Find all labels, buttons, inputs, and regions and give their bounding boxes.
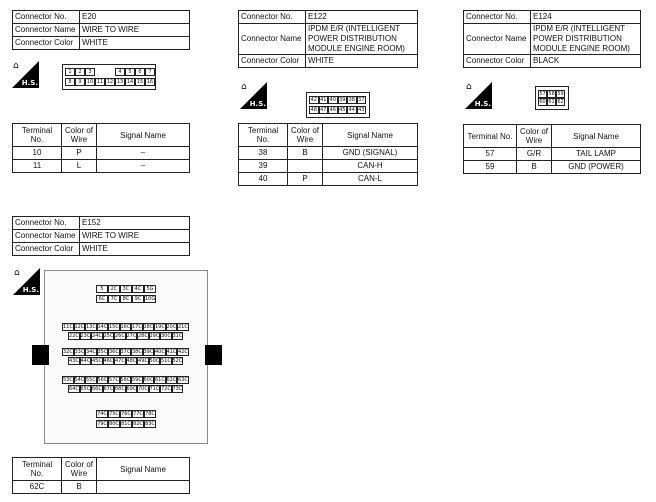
e20-terminal-table	[12, 123, 190, 173]
terminal-cavity: 73C	[172, 386, 183, 392]
e152-connector-name: WIRE TO WIRE	[80, 230, 190, 243]
wire-color-header: Color of Wire	[288, 124, 323, 147]
table-row: 59 B GND (POWER)	[464, 161, 641, 174]
terminal-cavity: 43C	[69, 358, 79, 364]
terminal-no-header: Terminal No.	[13, 458, 62, 481]
terminal-cavity: 48	[310, 107, 317, 113]
terminal-cavity: 11	[96, 79, 104, 85]
terminal-cavity: 12	[106, 79, 114, 85]
signal-name-header: Signal Name	[323, 124, 418, 147]
e20-connector-color: WHITE	[80, 37, 190, 50]
terminal-cavity: 26C	[115, 333, 125, 339]
terminal-no-header: Terminal No.	[13, 124, 62, 147]
terminal-cavity: 83C	[145, 421, 155, 427]
terminal-cavity: 47C	[115, 358, 125, 364]
terminal-no-header: Terminal No.	[239, 124, 288, 147]
terminal-cavity: 60C	[143, 377, 154, 383]
e122-connector-face	[306, 92, 370, 118]
terminal-cavity: 62C	[166, 377, 177, 383]
e152-connector-info	[12, 216, 190, 256]
table-row: 11 L –	[13, 160, 190, 173]
e124-terminal-table	[463, 124, 641, 174]
e124-connector-info	[463, 10, 641, 68]
terminal-cavity: 1	[65, 68, 75, 76]
terminal-cavity: 7	[145, 68, 155, 76]
terminal-cavity: 59	[557, 91, 564, 97]
terminal-cavity: 41	[320, 97, 327, 103]
terminal-cavity: 12C	[74, 324, 85, 330]
terminal-cavity: 6C	[96, 295, 108, 303]
terminal-cavity: 38	[348, 97, 355, 103]
terminal-cavity: 71C	[149, 386, 160, 392]
terminal-cavity: 61C	[155, 377, 165, 383]
terminal-cavity: 47	[320, 107, 327, 113]
terminal-cavity: 37	[358, 97, 365, 103]
connector-color-label: Connector Color	[239, 55, 306, 68]
terminal-cavity: 3C	[120, 285, 132, 293]
terminal-cavity: 50C	[149, 358, 160, 364]
e152-connector-face	[52, 275, 198, 437]
e124-connector-name: IPDM E/R (INTELLIGENT POWER DISTRIBUTION MODULE ENGINE ROOM)	[531, 24, 641, 55]
e20-connector-face	[62, 64, 156, 90]
terminal-cavity: 25C	[103, 333, 114, 339]
terminal-cavity: 7C	[108, 295, 120, 303]
terminal-cavity: 58C	[120, 377, 131, 383]
connector-no-label: Connector No.	[464, 11, 531, 24]
signal-name-header: Signal Name	[97, 124, 190, 147]
signal-name-header: Signal Name	[552, 125, 641, 148]
terminal-cavity: 16	[146, 79, 154, 85]
terminal-cavity: 42C	[178, 349, 188, 355]
terminal-cavity: 45C	[92, 358, 102, 364]
connector-color-label: Connector Color	[13, 37, 80, 50]
terminal-cavity: 29C	[149, 333, 160, 339]
terminal-cavity: 80C	[109, 421, 119, 427]
hs-icon: ⌂ H.S.	[14, 268, 39, 294]
terminal-cavity: 42	[310, 97, 317, 103]
terminal-cavity: 14C	[97, 324, 108, 330]
terminal-cavity: 5	[125, 68, 135, 76]
terminal-cavity: 69C	[126, 386, 137, 392]
terminal-no-header: Terminal No.	[464, 125, 517, 148]
terminal-cavity: 79C	[97, 421, 107, 427]
connector-color-label: Connector Color	[464, 55, 531, 68]
connector-no-label: Connector No.	[13, 217, 80, 230]
terminal-cavity: 10G	[145, 296, 156, 302]
e124-connector-no: E124	[531, 11, 641, 24]
terminal-cavity: 55C	[86, 377, 96, 383]
connector-name-label: Connector Name	[464, 24, 531, 55]
table-row: 57 G/R TAIL LAMP	[464, 148, 641, 161]
terminal-cavity: 23C	[80, 333, 91, 339]
terminal-cavity: 78C	[145, 411, 155, 417]
terminal-cavity: 46C	[103, 358, 114, 364]
terminal-cavity: 64C	[69, 386, 79, 392]
terminal-cavity: 66C	[92, 386, 102, 392]
terminal-cavity: 57	[539, 91, 546, 97]
terminal-cavity: 75C	[109, 411, 119, 417]
terminal-cavity: 76C	[121, 411, 131, 417]
terminal-cavity: 5G	[144, 285, 156, 293]
terminal-cavity: 37C	[120, 349, 131, 355]
terminal-cavity: 15	[136, 79, 144, 85]
e152-lock-tab-left	[32, 345, 49, 365]
terminal-cavity: 9	[75, 78, 85, 86]
terminal-cavity: 21C	[178, 324, 188, 330]
terminal-cavity: 36C	[109, 349, 119, 355]
terminal-cavity: 68C	[115, 386, 125, 392]
terminal-cavity: 5	[96, 285, 108, 293]
e122-connector-name: IPDM E/R (INTELLIGENT POWER DISTRIBUTION MODULE ENGINE ROOM)	[306, 24, 418, 55]
terminal-cavity: 51C	[161, 358, 171, 364]
wire-color-header: Color of Wire	[517, 125, 552, 148]
connector-no-label: Connector No.	[13, 11, 80, 24]
terminal-cavity: 70C	[138, 386, 148, 392]
e122-terminal-table	[238, 123, 418, 186]
e122-connector-info	[238, 10, 418, 68]
hs-icon: ⌂ H.S.	[13, 61, 38, 87]
connector-name-label: Connector Name	[13, 24, 80, 37]
connector-no-label: Connector No.	[239, 11, 306, 24]
terminal-cavity: 39C	[143, 349, 154, 355]
e122-connector-color: WHITE	[306, 55, 418, 68]
terminal-cavity: 63C	[178, 377, 188, 383]
terminal-cavity: 38C	[132, 349, 142, 355]
terminal-cavity: 65C	[80, 386, 91, 392]
terminal-cavity: 8C	[120, 295, 132, 303]
connector-name-label: Connector Name	[13, 230, 80, 243]
terminal-cavity: 39	[339, 97, 346, 103]
terminal-cavity: 44C	[80, 358, 91, 364]
table-row: 39 CAN-H	[239, 160, 418, 173]
terminal-cavity: 41C	[166, 349, 177, 355]
table-row: 10 P –	[13, 147, 190, 160]
terminal-cavity: 32C	[63, 349, 73, 355]
terminal-cavity: 44	[348, 107, 355, 113]
table-row: 38 B GND (SIGNAL)	[239, 147, 418, 160]
terminal-cavity: 34C	[86, 349, 96, 355]
wire-color-header: Color of Wire	[62, 458, 97, 481]
terminal-cavity: 62	[557, 99, 564, 105]
e20-connector-no: E20	[80, 11, 190, 24]
terminal-cavity: 40C	[155, 349, 165, 355]
terminal-cavity: 13	[116, 79, 124, 85]
terminal-cavity: 45	[339, 107, 346, 113]
terminal-cavity: 46	[329, 107, 336, 113]
table-row: 40 P CAN-L	[239, 173, 418, 186]
e124-connector-face	[535, 86, 569, 110]
terminal-cavity: 28C	[138, 333, 148, 339]
terminal-cavity: 33C	[74, 349, 85, 355]
terminal-cavity: 40	[329, 97, 336, 103]
terminal-cavity: 8	[65, 78, 75, 86]
terminal-cavity: 56C	[97, 377, 108, 383]
terminal-cavity: 49C	[138, 358, 148, 364]
terminal-cavity: 74C	[97, 411, 107, 417]
terminal-cavity: 4	[115, 68, 125, 76]
terminal-cavity: 59C	[132, 377, 142, 383]
terminal-cavity: 58	[548, 91, 555, 97]
connector-name-label: Connector Name	[239, 24, 306, 55]
terminal-cavity: 61	[548, 99, 555, 105]
terminal-cavity: 9C	[132, 295, 144, 303]
terminal-cavity: 11C	[63, 324, 73, 330]
terminal-cavity: 81C	[121, 421, 131, 427]
table-row: 62C B	[13, 481, 190, 494]
e152-connector-color: WHITE	[80, 243, 190, 256]
terminal-cavity: 48C	[126, 358, 137, 364]
terminal-cavity: 52C	[172, 358, 183, 364]
e124-connector-color: BLACK	[531, 55, 641, 68]
terminal-cavity: 35C	[97, 349, 108, 355]
hs-icon: ⌂ H.S.	[241, 82, 266, 108]
e152-connector-no: E152	[80, 217, 190, 230]
terminal-cavity: 6	[135, 68, 145, 76]
terminal-cavity: 57C	[109, 377, 119, 383]
terminal-cavity: 24C	[92, 333, 102, 339]
terminal-cavity: 43	[358, 107, 365, 113]
hs-icon: ⌂ H.S.	[466, 82, 491, 108]
e152-lock-tab-right	[205, 345, 222, 365]
terminal-cavity: 67C	[103, 386, 114, 392]
terminal-cavity: 13C	[86, 324, 96, 330]
terminal-cavity: 31C	[172, 333, 183, 339]
terminal-cavity: 22C	[69, 333, 79, 339]
terminal-cavity: 54C	[74, 377, 85, 383]
signal-name-header: Signal Name	[97, 458, 190, 481]
wire-color-header: Color of Wire	[62, 124, 97, 147]
terminal-cavity: 60	[539, 99, 546, 105]
terminal-cavity: 20C	[166, 324, 177, 330]
terminal-cavity: 17C	[132, 324, 142, 330]
terminal-cavity: 16C	[120, 324, 131, 330]
terminal-cavity: 19C	[155, 324, 165, 330]
terminal-cavity: 72C	[161, 386, 171, 392]
terminal-cavity: 82C	[133, 421, 143, 427]
terminal-cavity: 3	[85, 68, 95, 76]
terminal-cavity: 30C	[161, 333, 171, 339]
terminal-cavity: 4C	[132, 285, 144, 293]
e122-connector-no: E122	[306, 11, 418, 24]
terminal-cavity: 2C	[108, 285, 120, 293]
terminal-cavity: 53C	[63, 377, 73, 383]
terminal-cavity: 27C	[126, 333, 137, 339]
e152-terminal-table	[12, 457, 190, 494]
connector-color-label: Connector Color	[13, 243, 80, 256]
terminal-cavity: 15C	[109, 324, 119, 330]
terminal-cavity: 14	[126, 79, 134, 85]
terminal-cavity: 10	[86, 79, 94, 85]
terminal-cavity: 18C	[143, 324, 154, 330]
e20-connector-info	[12, 10, 190, 50]
terminal-cavity: 2	[75, 68, 85, 76]
e20-connector-name: WIRE TO WIRE	[80, 24, 190, 37]
terminal-cavity: 77C	[133, 411, 143, 417]
